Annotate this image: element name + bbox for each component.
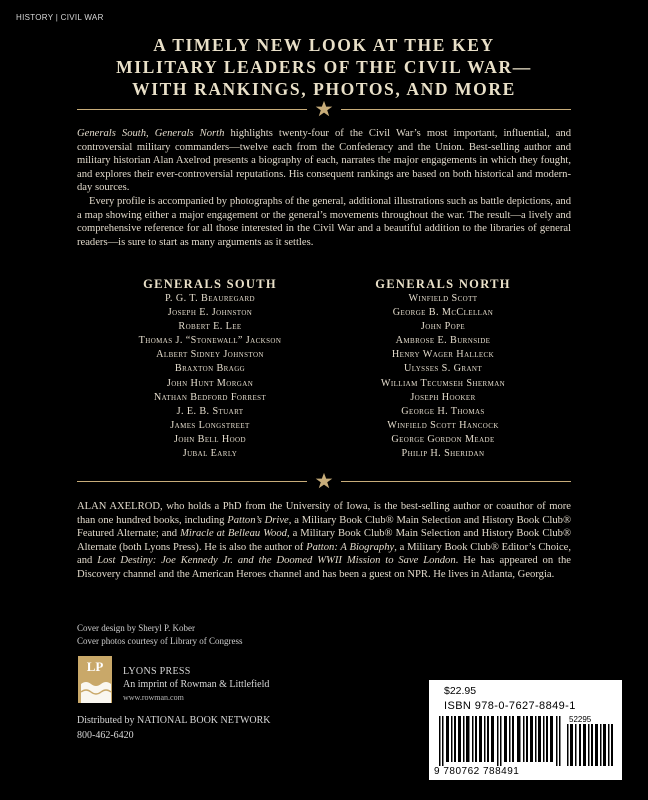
general-name: Ambrose E. Burnside (395, 335, 491, 347)
cover-design-credit: Cover design by Sheryl P. Kober (77, 623, 195, 633)
book-title-italic: Generals South, Generals North (77, 128, 225, 139)
svg-text:LP: LP (86, 659, 104, 674)
generals-north-column (343, 276, 543, 461)
general-name: James Longstreet (170, 419, 250, 431)
distributor-line: Distributed by NATIONAL BOOK NETWORK (77, 715, 271, 726)
barcode-box (429, 680, 622, 780)
generals-south-list (110, 292, 310, 461)
publisher-logo (78, 656, 112, 703)
general-name: Thomas J. “Stonewall” Jackson (138, 335, 282, 347)
general-name: Joseph E. Johnston (167, 307, 253, 319)
generals-north-heading: GENERALS NORTH (375, 277, 511, 291)
description-paragraph-2: Every profile is accompanied by photographs of the general, additional illustrations such as battle depictions, and a map showing either a major engagement or the general’s movements throughout the war. The result—a lively and comprehensive reference for all those interested in the Civil War and a beautiful addition to the libraries of general readers—is sure to start as many arguments as it settles. (77, 195, 571, 248)
cover-credits (77, 622, 242, 648)
barcode-digits: 9 780762 788491 (434, 766, 520, 777)
divider-left (77, 109, 307, 110)
generals-south-column (110, 276, 310, 461)
general-name: Ulysses S. Grant (403, 363, 483, 375)
distribution-info (77, 713, 271, 743)
general-name: John Bell Hood (174, 433, 246, 445)
book-description (77, 127, 571, 249)
general-name: J. E. B. Stuart (176, 405, 244, 417)
general-name: P. G. T. Beauregard (164, 293, 255, 304)
star-icon (315, 100, 333, 118)
general-name: Winfield Scott Hancock (387, 419, 499, 431)
general-name: George H. Thomas (401, 405, 485, 417)
distributor-phone: 800-462-6420 (77, 730, 134, 741)
headline-line-3: WITH RANKINGS, PHOTOS, AND MORE (132, 79, 516, 99)
ean13-barcode (439, 716, 563, 766)
general-name: Braxton Bragg (174, 363, 246, 375)
publisher-name: LYONS PRESS (123, 666, 191, 677)
divider-right (341, 481, 571, 482)
isbn-label: ISBN 978-0-7627-8849-1 (444, 700, 576, 712)
general-name: Nathan Bedford Forrest (153, 391, 267, 403)
description-paragraph-1: Generals South, Generals North highlights twenty-four of the Civil War’s most important, influential, and controversial military commanders—twelve each from the Confederacy and the Union. Best-selling author and military historian Alan Axelrod presents a biography of each, narrates the major engagements in which they fought, and explores their ever-controversial reputations. His consequent rankings are based on both historical and modern-day sources. (77, 128, 572, 194)
general-name: Joseph Hooker (410, 391, 476, 403)
ean5-barcode (567, 724, 617, 766)
publisher-info (123, 665, 269, 704)
general-name: Albert Sidney Johnston (156, 349, 264, 361)
publisher-url: www.rowman.com (123, 693, 184, 702)
cover-photo-credit: Cover photos courtesy of Library of Congress (77, 636, 243, 646)
general-name: John Hunt Morgan (166, 377, 254, 389)
headline-line-2: MILITARY LEADERS OF THE CIVIL WAR— (116, 57, 532, 77)
general-name: Robert E. Lee (178, 321, 242, 333)
author-bio: ALAN AXELROD, who holds a PhD from the University of Iowa, is the best-selling author or coauthor of more than one hundred books, including Patton’s Drive, a Military Book Club® Main Selection and History Book Club® Featured Alternate; and Miracle at Belleau Wood, a Military Book Club® Main Selection and History Book Club® Alternate (both Lyons Press). He is also the author of Patton: A Biography, a Military Book Club® Editor’s Choice, and Lost Destiny: Joe Kennedy Jr. and the Doomed WWII Mission to Save London. He has appeared on the Discovery channel and the American Heroes channel and has been a guest on NPR. He lives in Atlanta, Georgia. (77, 501, 572, 580)
generals-north-list (343, 292, 543, 461)
general-name: George Gordon Meade (391, 433, 495, 445)
lighthouse-logo-icon (78, 656, 112, 703)
star-icon (315, 472, 333, 490)
general-name: George B. McClellan (392, 307, 494, 319)
genre-label: HISTORY | CIVIL WAR (16, 13, 104, 22)
headline (0, 34, 648, 100)
publisher-imprint: An imprint of Rowman & Littlefield (123, 679, 270, 690)
ean5-label: 52295 (569, 715, 592, 724)
price-label: $22.95 (444, 685, 477, 697)
general-name: Philip H. Sheridan (401, 448, 485, 460)
general-name: Winfield Scott (408, 293, 478, 304)
general-name: Jubal Early (182, 448, 238, 460)
generals-south-heading: GENERALS SOUTH (143, 277, 277, 291)
general-name: John Pope (420, 321, 466, 333)
divider-left (77, 481, 307, 482)
headline-line-1: A TIMELY NEW LOOK AT THE KEY (153, 35, 495, 55)
general-name: Henry Wager Halleck (391, 349, 495, 361)
general-name: William Tecumseh Sherman (380, 377, 506, 389)
divider-right (341, 109, 571, 110)
